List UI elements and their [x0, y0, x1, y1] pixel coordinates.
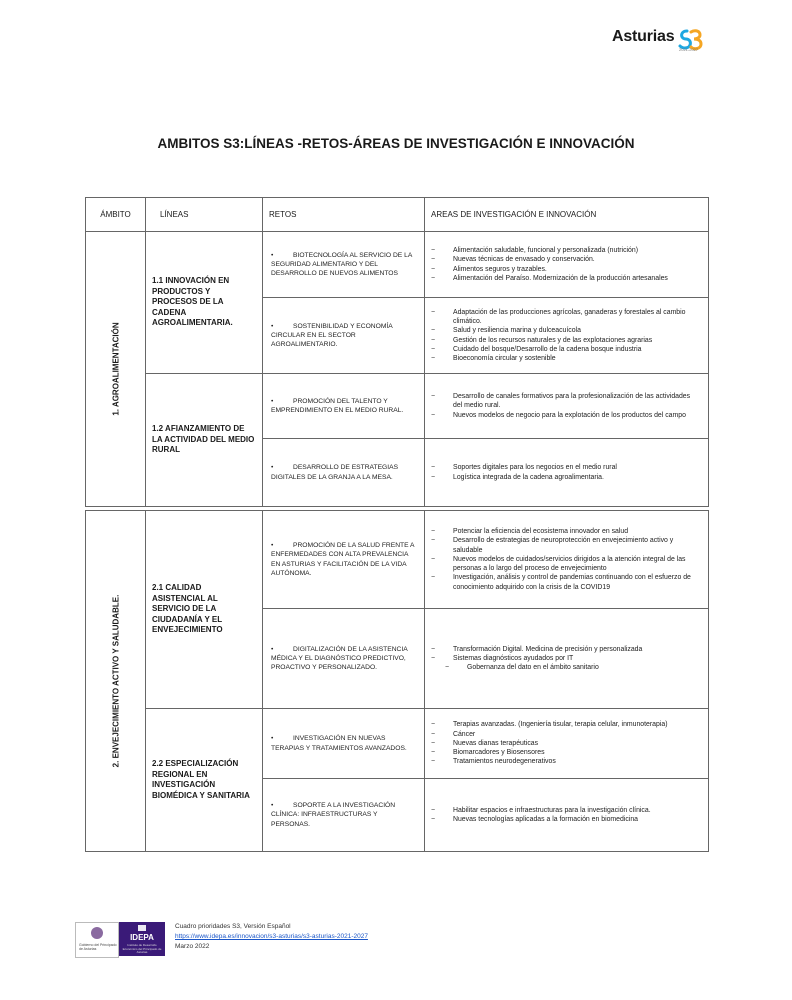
area-text: Cuidado del bosque/Desarrollo de la cadena bosque industria [453, 345, 642, 353]
dash-bullet-icon: − [431, 464, 436, 472]
logo-text: Asturias [612, 28, 675, 45]
coat-of-arms-icon [91, 927, 103, 939]
area-text: Potenciar la eficiencia del ecosistema innovador en salud [453, 528, 629, 536]
dash-bullet-icon: − [431, 327, 436, 335]
footer-date: Marzo 2022 [175, 943, 210, 950]
areas-list [431, 645, 700, 673]
areas-cell [425, 779, 709, 852]
footer-caption: Cuadro prioridades S3, Versión Español [175, 923, 291, 930]
bullet-icon: • [271, 802, 274, 810]
area-item [431, 555, 700, 573]
linea-cell: 1.1 INNOVACIÓN EN PRODUCTOS Y PROCESOS DE LA CADENA AGROALIMENTARIA. [146, 232, 263, 374]
reto-cell [263, 609, 425, 709]
priorities-table-1 [85, 197, 709, 507]
dash-bullet-icon: − [431, 730, 436, 738]
reto-text: INVESTIGACIÓN EN NUEVAS TERAPIAS Y TRATAMIENTOS AVANZADOS. [271, 735, 407, 752]
dash-bullet-icon: − [431, 274, 436, 282]
page-title: AMBITOS S3:LÍNEAS -RETOS-ÁREAS DE INVESTIGACIÓN E INNOVACIÓN [157, 136, 635, 151]
areas-cell [425, 439, 709, 507]
table-header-row [86, 198, 709, 232]
area-item [431, 392, 700, 410]
area-text: Nuevas dianas terapéuticas [453, 739, 539, 747]
ambito-cell [86, 232, 146, 507]
dash-bullet-icon: − [431, 308, 436, 316]
idepa-logo [119, 922, 165, 956]
areas-cell [425, 232, 709, 298]
logo-years: 2021-2027 [679, 47, 699, 52]
area-item [431, 654, 700, 663]
table-row [86, 709, 709, 779]
asturias-logo [612, 26, 712, 56]
area-text: Cáncer [453, 730, 476, 738]
bullet-icon: • [271, 251, 274, 259]
reto-cell [263, 374, 425, 439]
area-item [431, 345, 700, 354]
table-row [86, 232, 709, 298]
area-item [431, 806, 700, 815]
bullet-icon: • [271, 397, 274, 405]
dash-bullet-icon: − [431, 473, 436, 481]
areas-list [431, 392, 700, 420]
bullet-icon: • [271, 464, 274, 472]
areas-list [431, 246, 700, 283]
area-text: Alimentación saludable, funcional y personalizada (nutrición) [453, 247, 639, 255]
area-item [431, 645, 700, 654]
dash-bullet-icon: − [431, 256, 436, 264]
area-item [431, 757, 700, 766]
table-row [86, 374, 709, 439]
area-item [431, 274, 700, 283]
area-text: Terapias avanzadas. (Ingeniería tisular, terapia celular, inmunoterapia) [453, 721, 668, 729]
idepa-logo-subtitle: Instituto de Desarrollo Económico del Principado de Asturias [122, 943, 162, 955]
header-retos: RETOS [263, 198, 425, 232]
area-item [431, 573, 700, 591]
area-text: Nuevos modelos de cuidados/servicios dirigidos a la atención integral de las personas a lo largo del proceso de envejecimiento [453, 555, 686, 573]
area-text: Investigación, análisis y control de pandemias continuando con el esfuerzo de conocimiento adquirido con la crisis de la COVID19 [453, 574, 691, 591]
area-text: Sistemas diagnósticos ayudados por IT [453, 654, 574, 662]
area-text: Alimentos seguros y trazables. [453, 265, 547, 273]
reto-text: PROMOCIÓN DE LA SALUD FRENTE A ENFERMEDADES CON ALTA PREVALENCIA EN ASTURIAS Y FACILITACIÓN DE LA VIDA AUTÓNOMA. [271, 542, 415, 577]
dash-bullet-icon: − [431, 528, 436, 536]
dash-bullet-icon: − [431, 816, 436, 823]
reto-text: SOPORTE A LA INVESTIGACIÓN CLÍNICA: INFRAESTRUCTURAS Y PERSONAS. [271, 802, 396, 828]
area-text: Tratamientos neurodegenerativos [453, 758, 556, 766]
reto-cell [263, 779, 425, 852]
dash-bullet-icon: − [431, 393, 436, 401]
reto-text: DESARROLLO DE ESTRATEGIAS DIGITALES DE LA GRANJA A LA MESA. [271, 464, 399, 481]
bullet-icon: • [271, 645, 274, 653]
reto-cell [263, 439, 425, 507]
area-item [431, 246, 700, 255]
area-item [431, 336, 700, 345]
header-ambito: ÁMBITO [86, 198, 146, 232]
area-text: Bioeconomía circular y sostenible [453, 354, 556, 362]
area-item [431, 739, 700, 748]
ambito-label: 1. AGROALIMENTACIÓN [110, 322, 120, 416]
area-text: Gestión de los recursos naturales y de las explotaciones agrarias [453, 336, 653, 344]
dash-bullet-icon: − [431, 336, 436, 344]
area-item [431, 720, 700, 729]
reto-cell [263, 298, 425, 374]
bullet-icon: • [271, 735, 274, 743]
dash-bullet-icon: − [431, 555, 436, 563]
reto-cell [263, 232, 425, 298]
areas-cell [425, 298, 709, 374]
priorities-table-2 [85, 510, 709, 852]
bullet-icon: • [271, 322, 274, 330]
dash-bullet-icon: − [431, 345, 436, 353]
areas-list [431, 308, 700, 363]
dash-bullet-icon: − [431, 721, 436, 729]
area-text: Biomarcadores y Biosensores [453, 749, 545, 757]
area-text: Soportes digitales para los negocios en el medio rural [453, 464, 617, 472]
area-item [431, 326, 700, 335]
area-text: Habilitar espacios e infraestructuras para la investigación clínica. [453, 806, 651, 814]
area-text: Salud y resiliencia marina y dulceacuícola [453, 327, 581, 335]
dash-bullet-icon: − [431, 739, 436, 747]
areas-list [431, 527, 700, 591]
area-text: Nuevas técnicas de envasado y conservación. [453, 256, 595, 264]
area-item [431, 815, 700, 824]
reto-cell [263, 709, 425, 779]
gobierno-logo-text: Gobierno del Principado de Asturias [79, 943, 117, 951]
footer [75, 918, 475, 958]
area-text: Desarrollo de estrategias de neuroprotección en envejecimiento activo y saludable [453, 537, 674, 554]
dash-bullet-icon: − [431, 354, 436, 362]
area-item [431, 730, 700, 739]
dash-bullet-icon: − [431, 654, 436, 662]
area-item [431, 527, 700, 536]
area-text: Transformación Digital. Medicina de precisión y personalizada [453, 645, 643, 653]
area-text: Nuevos modelos de negocio para la explotación de los productos del campo [453, 411, 686, 419]
ambito-cell [86, 511, 146, 852]
dash-bullet-icon: − [431, 645, 436, 653]
dash-bullet-icon: − [431, 806, 436, 814]
area-item [431, 265, 700, 274]
reto-text: PROMOCIÓN DEL TALENTO Y EMPRENDIMIENTO EN EL MEDIO RURAL. [271, 397, 404, 414]
area-item [431, 411, 700, 420]
table-row [86, 511, 709, 609]
dash-bullet-icon: − [431, 411, 436, 419]
areas-list [431, 806, 700, 824]
gobierno-asturias-logo [75, 922, 119, 958]
area-text: Nuevas tecnologías aplicadas a la formación en biomedicina [453, 816, 639, 823]
dash-bullet-icon: − [431, 749, 436, 757]
areas-cell [425, 609, 709, 709]
linea-cell: 1.2 AFIANZAMIENTO DE LA ACTIVIDAD DEL MEDIO RURAL [146, 374, 263, 507]
dash-bullet-icon: − [431, 758, 436, 766]
area-text: Logística integrada de la cadena agroalimentaria. [453, 473, 604, 481]
area-sub-item [431, 663, 700, 672]
reto-text: DIGITALIZACIÓN DE LA ASISTENCIA MÉDICA Y EL DIAGNÓSTICO PREDICTIVO, PROACTIVO Y PERSONALIZADO. [271, 645, 408, 672]
areas-cell [425, 709, 709, 779]
areas-cell [425, 511, 709, 609]
areas-cell [425, 374, 709, 439]
area-text: Alimentación del Paraíso. Modernización de la producción artesanales [453, 274, 668, 282]
reto-cell [263, 511, 425, 609]
header-lineas: LÍNEAS [146, 198, 263, 232]
area-item [431, 354, 700, 363]
bullet-icon: • [271, 542, 274, 550]
area-item [431, 255, 700, 264]
dash-bullet-icon: − [445, 664, 450, 672]
areas-list [431, 720, 700, 766]
idepa-emblem-icon [138, 925, 146, 931]
area-item [431, 308, 700, 326]
idepa-logo-name: IDEPA [130, 933, 154, 942]
area-text: Gobernanza del dato en el ámbito sanitario [467, 664, 599, 672]
linea-cell: 2.1 CALIDAD ASISTENCIAL AL SERVICIO DE LA CIUDADANÍA Y EL ENVEJECIMIENTO [146, 511, 263, 709]
area-text: Desarrollo de canales formativos para la profesionalización de las actividades del medio rural. [453, 393, 691, 410]
linea-cell: 2.2 ESPECIALIZACIÓN REGIONAL EN INVESTIGACIÓN BIOMÉDICA Y SANITARIA [146, 709, 263, 852]
areas-list [431, 463, 700, 481]
ambito-label: 2. ENVEJECIMIENTO ACTIVO Y SALUDABLE. [110, 594, 120, 768]
dash-bullet-icon: − [431, 537, 436, 545]
dash-bullet-icon: − [431, 265, 436, 273]
footer-link[interactable]: https://www.idepa.es/innovacion/s3-asturias/s3-asturias-2021-2027 [175, 933, 368, 940]
area-item [431, 473, 700, 482]
reto-text: BIOTECNOLOGÍA AL SERVICIO DE LA SEGURIDAD ALIMENTARIO Y DEL DESARROLLO DE NUEVOS ALIMENTOS [271, 251, 412, 278]
dash-bullet-icon: − [431, 247, 436, 255]
area-item [431, 536, 700, 554]
area-text: Adaptación de las producciones agrícolas, ganaderas y forestales al cambio climático. [453, 308, 686, 326]
header-areas: AREAS DE INVESTIGACIÓN E INNOVACIÓN [425, 198, 709, 232]
reto-text: SOSTENIBILIDAD Y ECONOMÍA CIRCULAR EN EL SECTOR AGROALIMENTARIO. [271, 322, 393, 349]
footer-text [175, 922, 368, 952]
dash-bullet-icon: − [431, 574, 436, 582]
area-item [431, 748, 700, 757]
area-item [431, 463, 700, 472]
